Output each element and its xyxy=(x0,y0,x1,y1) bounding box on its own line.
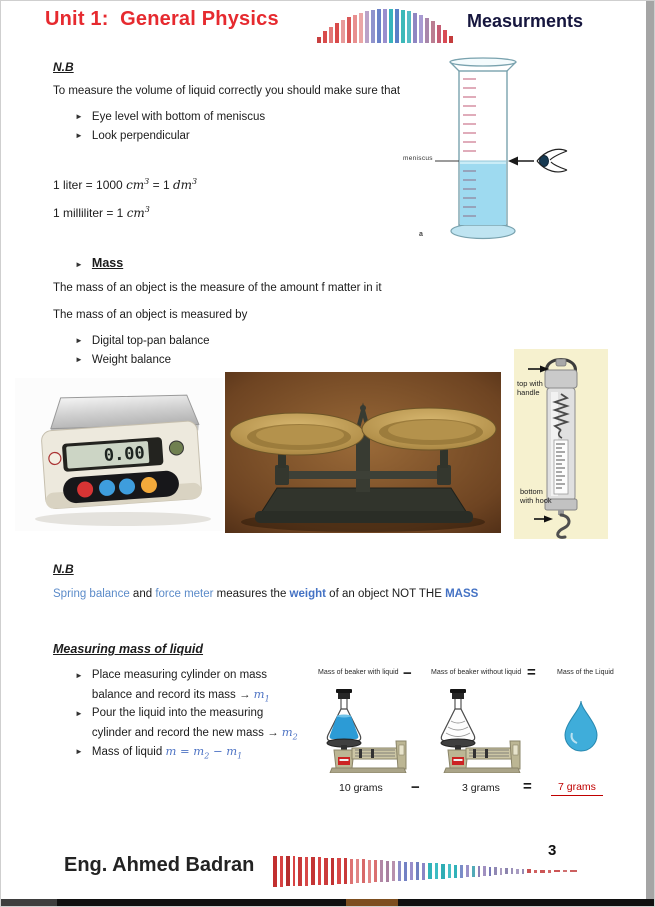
nb1-bullet-2 xyxy=(75,129,190,144)
water-drop-icon xyxy=(559,699,603,753)
weight-balance-photo xyxy=(225,372,501,533)
bullet-line: cylinder and record the new mass → $m_2$ xyxy=(91,725,298,742)
bottom-strip xyxy=(1,899,655,907)
liquid-bullet-1 xyxy=(75,666,270,705)
bullet-line: balance and record its mass → $m_1$ xyxy=(91,687,270,704)
nb1-intro: To measure the volume of liquid correctly you should make sure that xyxy=(53,85,401,97)
spring-bottom-label: bottom with hook xyxy=(520,487,552,505)
flask-balance-drawing xyxy=(307,689,415,773)
equals-sign: = xyxy=(523,778,532,795)
spring-top-label: top with handle xyxy=(517,379,543,397)
mass-bullet-2 xyxy=(75,353,171,368)
liter-equation: 1 liter = 1000 $cm^3 = 1$ $dm^3$ xyxy=(53,177,198,192)
minus-sign: − xyxy=(403,665,412,682)
bullet-line: Mass of liquid $m = m_2 - m_1$ xyxy=(91,744,243,761)
bullet-arrow-icon: ► xyxy=(75,131,83,140)
page-title: Unit 1: General Physics xyxy=(45,8,279,30)
bullet-text: Weight balance xyxy=(91,354,171,366)
nb2-sentence: Spring balance and force meter measures the weight of an object NOT THE MASS xyxy=(53,588,479,600)
bullet-arrow-icon: ► xyxy=(75,336,83,345)
nb1-bullet-1 xyxy=(75,110,265,125)
bullet-arrow-icon: ► xyxy=(75,709,83,718)
bullet-line: Pour the liquid into the measuring xyxy=(91,707,264,719)
nb1-label: N.B xyxy=(53,60,74,74)
liquid-bullet-3 xyxy=(75,742,242,762)
eye-icon xyxy=(537,149,567,172)
bullet-text: Digital top-pan balance xyxy=(91,335,210,347)
bullet-text: Eye level with bottom of meniscus xyxy=(91,111,266,123)
nb2-label: N.B xyxy=(53,562,74,576)
bullet-arrow-icon: ► xyxy=(75,747,83,756)
bullet-arrow-icon: ► xyxy=(75,112,83,121)
right-arrow-icon xyxy=(534,516,553,523)
course-title: Measurments xyxy=(467,11,584,31)
mass-heading: Mass xyxy=(91,256,124,270)
lcd-display: 0.00 xyxy=(103,443,146,467)
liquid-section-heading: Measuring mass of liquid xyxy=(53,642,204,656)
water-drop-drawing xyxy=(559,699,603,753)
meniscus-label: meniscus xyxy=(403,155,433,162)
mass-heading-row xyxy=(75,256,123,273)
page-edge-strip xyxy=(646,1,655,899)
page-number: 3 xyxy=(548,842,557,859)
bullet-text: Look perpendicular xyxy=(91,130,190,142)
flask-balance-drawing xyxy=(421,689,529,773)
empty-flask-on-balance xyxy=(421,689,529,773)
diagram-label-liquid: Mass of the Liquid xyxy=(557,669,614,676)
diagram-label-without: Mass of beaker without liquid xyxy=(431,669,522,676)
mass-with-value: 10 grams xyxy=(339,782,383,794)
header-arch-barcode-icon xyxy=(317,7,453,43)
diagram-label-with: Mass of beaker with liquid xyxy=(318,669,399,676)
flask-with-liquid-on-balance xyxy=(307,689,415,773)
spring-balance-drawing xyxy=(514,349,608,539)
weight-balance-drawing xyxy=(225,372,501,533)
left-arrowhead-icon xyxy=(508,157,518,166)
mass-measured-by: The mass of an object is measured by xyxy=(53,309,248,321)
bullet-line: Place measuring cylinder on mass xyxy=(91,669,268,681)
measuring-cylinder-drawing xyxy=(403,55,628,253)
minus-sign: − xyxy=(411,779,420,796)
equals-sign: = xyxy=(527,664,536,681)
bottom-strip-segment xyxy=(346,899,398,907)
mass-without-value: 3 grams xyxy=(462,782,500,794)
hook-icon xyxy=(558,515,569,537)
bottom-strip-segment xyxy=(1,899,57,907)
spring-balance-figure xyxy=(514,349,608,539)
mass-bullet-1 xyxy=(75,334,210,349)
bullet-arrow-icon: ► xyxy=(75,355,83,364)
bullet-arrow-icon: ► xyxy=(75,260,83,269)
mass-definition: The mass of an object is the measure of the amount f matter in it xyxy=(53,282,382,294)
mass-liquid-value: 7 grams xyxy=(551,781,603,796)
bullet-arrow-icon: ► xyxy=(75,671,83,680)
milliliter-equation: 1 milliliter = 1 $cm^3$ xyxy=(53,205,150,220)
author-name: Eng. Ahmed Badran xyxy=(64,854,255,876)
figure-sub-label: a xyxy=(419,231,423,238)
measuring-cylinder-figure xyxy=(403,55,628,253)
digital-balance-drawing xyxy=(15,378,223,531)
footer-barcode-icon xyxy=(273,850,577,892)
liquid-bullet-2 xyxy=(75,704,298,743)
digital-balance-photo xyxy=(15,378,223,531)
